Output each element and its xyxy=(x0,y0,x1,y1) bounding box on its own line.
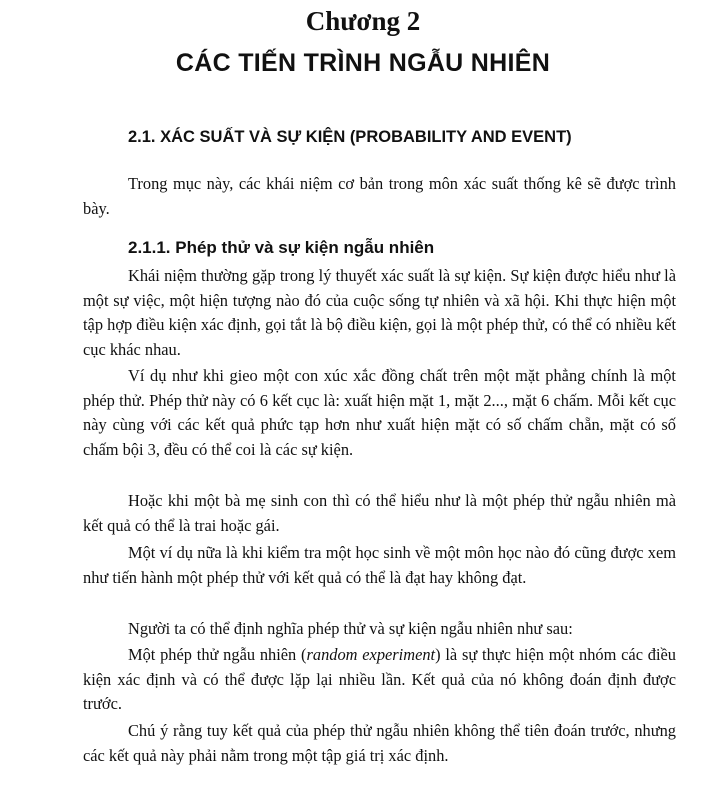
definition-text-before: Một phép thử ngẫu nhiên ( xyxy=(128,645,307,664)
paragraph-definition-lead: Người ta có thể định nghĩa phép thử và sự kiện ngẫu nhiên như sau: xyxy=(128,619,573,638)
chapter-label: Chương 2 xyxy=(305,6,421,36)
subsection-heading: 2.1.1. Phép thử và sự kiện ngẫu nhiên xyxy=(128,238,435,257)
paragraph-birth-example: Hoặc khi một bà mẹ sinh con thì có thể hiểu như là một phép thử ngẫu nhiên mà kết quả có thể là trai hoặc gái. xyxy=(83,491,676,535)
paragraph-exam-example: Một ví dụ nữa là khi kiểm tra một học sinh về một môn học nào đó cũng được xem như tiến hành một phép thử với kết quả có thể là đạt hay không đạt. xyxy=(83,543,676,587)
section-intro-paragraph: Trong mục này, các khái niệm cơ bản trong môn xác suất thống kê sẽ được trình bày. xyxy=(83,174,676,218)
definition-text-after: ) là sự thực hiện một nhóm các điều kiện xác định và có thể được lặp lại nhiều lần. Kết quả của nó không đoán định được trước. xyxy=(83,645,676,713)
section-heading: 2.1. XÁC SUẤT VÀ SỰ KIỆN (PROBABILITY AND EVENT) xyxy=(128,128,572,146)
chapter-title: CÁC TIẾN TRÌNH NGẪU NHIÊN xyxy=(175,49,551,77)
definition-term-english: random experiment xyxy=(306,645,436,664)
paragraph-outcome-note: Chú ý rằng tuy kết quả của phép thử ngẫu nhiên không thể tiên đoán trước, nhưng các kết quả này phải nằm trong một tập giá trị xác định. xyxy=(83,721,676,765)
paragraph-dice-example: Ví dụ như khi gieo một con xúc xắc đồng chất trên một mặt phẳng chính là một phép thử. Phép thử này có 6 kết cục là: xuất hiện mặt 1, mặt 2..., mặt 6 chấm. Mỗi kết cục này cùng với các kết quả phức tạp hơn như xuất hiện mặt có số chấm chẵn, mặt có số chấm bội 3, đều có thể coi là các sự kiện. xyxy=(83,366,676,459)
paragraph-event-definition: Khái niệm thường gặp trong lý thuyết xác suất là sự kiện. Sự kiện được hiểu như là một sự việc, một hiện tượng nào đó của cuộc sống tự nhiên và xã hội. Khi thực hiện một tập hợp điều kiện xác định, gọi tắt là bộ điều kiện, gọi là một phép thử, có thể có nhiều kết cục khác nhau. xyxy=(83,266,676,359)
paragraph-random-experiment-definition xyxy=(83,643,676,717)
